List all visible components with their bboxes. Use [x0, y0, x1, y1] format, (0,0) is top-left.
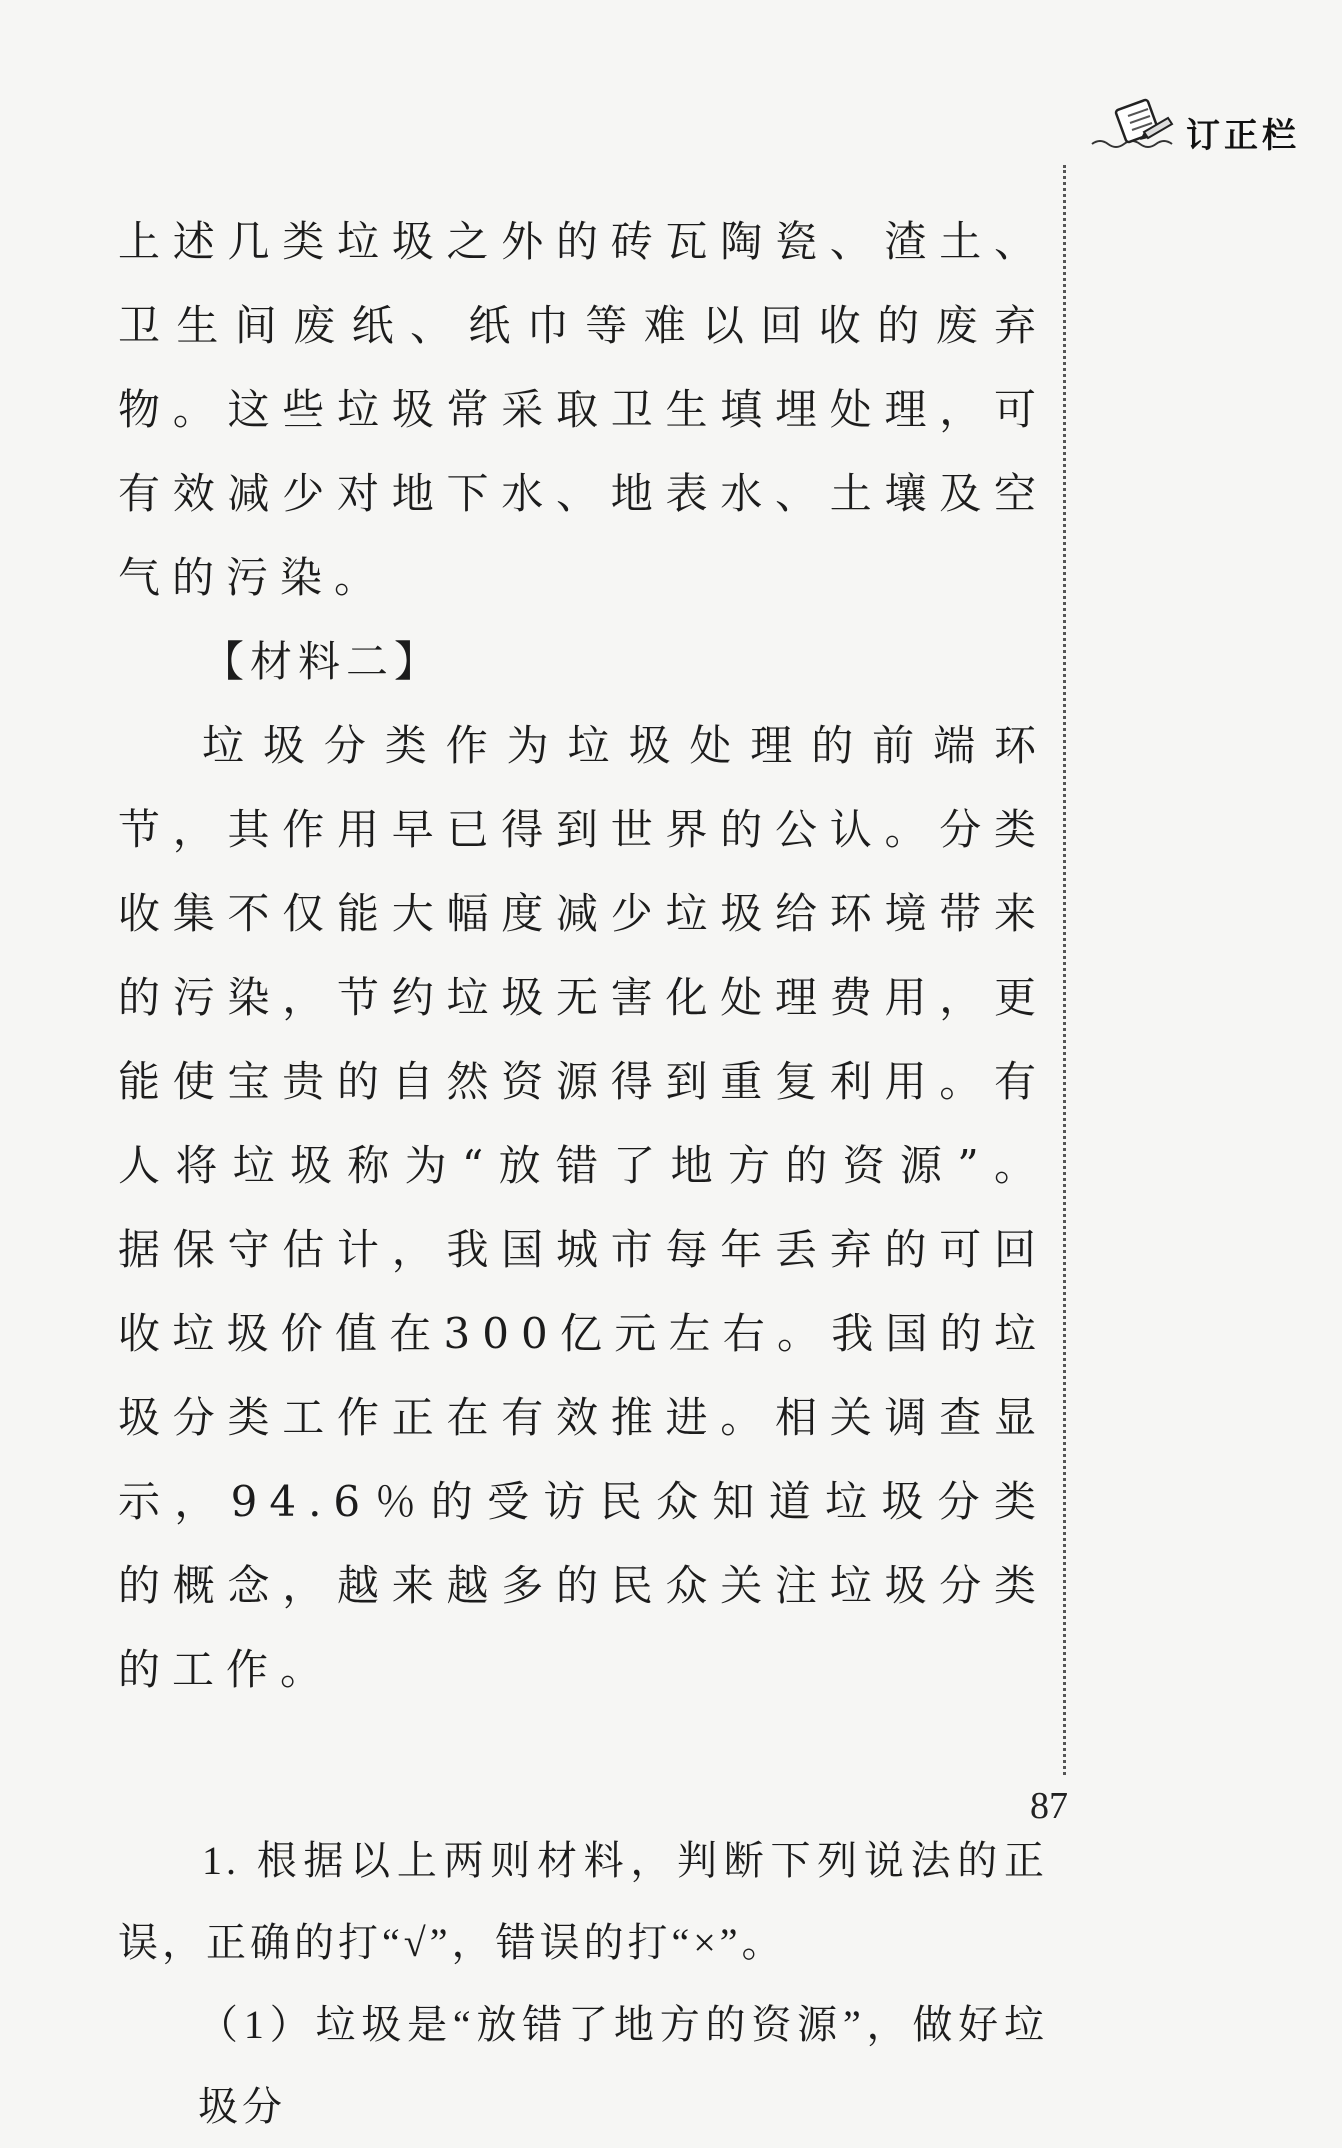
correction-column-title: 订正栏 — [1186, 116, 1300, 156]
page-number: 87 — [1030, 1785, 1068, 1827]
page-body — [118, 200, 1048, 2148]
pencil-note-icon — [1090, 96, 1180, 156]
material-two-heading: 【材料二】 — [202, 637, 443, 686]
material-two-paragraph: 垃圾分类作为垃圾处理的前端环节，其作用早已得到世界的公认。分类收集不仅能大幅度减少垃圾给环境带来的污染，节约垃圾无害化处理费用，更能使宝贵的自然资源得到重复利用。有人将垃圾称为“放错了地方的资源”。据保守估计，我国城市每年丢弃的可回收垃圾价值在300亿元左右。我国的垃圾分类工作正在有效推进。相关调查显示，94.6％的受访民众知道垃圾分类的概念，越来越多的民众关注垃圾分类的工作。 — [118, 721, 1048, 1694]
correction-column-header — [1090, 96, 1310, 156]
question-1-prompt: 1. 根据以上两则材料，判断下列说法的正误，正确的打“√”，错误的打“×”。 — [118, 1838, 1048, 1965]
correction-column-divider — [1063, 165, 1066, 1775]
question-1-item-1: （1）垃圾是“放错了地方的资源”，做好垃圾分 — [198, 2002, 1048, 2129]
material-one-continuation: 上述几类垃圾之外的砖瓦陶瓷、渣土、卫生间废纸、纸巾等难以回收的废弃物。这些垃圾常采取卫生填埋处理，可有效减少对地下水、地表水、土壤及空气的污染。 — [118, 217, 1048, 602]
question-1 — [118, 1820, 1048, 2148]
